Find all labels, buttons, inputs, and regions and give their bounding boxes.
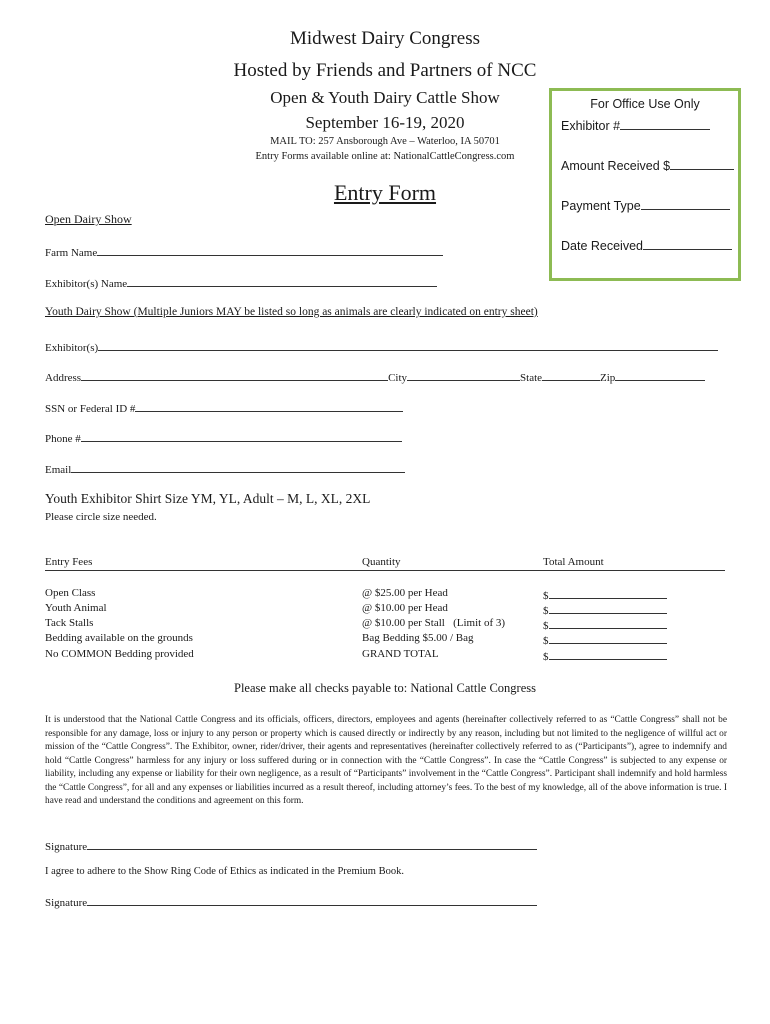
- fee-qty: GRAND TOTAL: [362, 648, 439, 660]
- farm-name-label: Farm Name: [45, 247, 98, 259]
- form-title: Entry Form: [333, 180, 437, 205]
- liability-disclaimer: It is understood that the National Cattle Congress and its officials, officers, directors, employees and agents (hereinafter collectively referred to as “Cattle Congress” shall not be responsible for any damage, loss or injury to any person or property which is caused directly or indirectly by any reason, including but not limited to the negligence of willful act or mission of the “Cattle Congress”. The Exhibitor, owner, rider/driver, their agents and representatives (hereinafter collectively referred to as (“Participants”), agree to indemnify and hold “Cattle Congress” harmless for any injury or loss suffered during or in connection with the “Cattle Congress”. In case the “Cattle Congress” is subjected to any expense or liability, including any expense or liability for their own negligence, as a result of “Participants” involvement in the “Cattle Congress”. Participant shall indemnify and hold harmless the “Cattle Congress”, for all and any expenses or liabilities incurred as a result thereof, including attorney’s fees. To the best of my knowledge, all of the above information is true. I have read and understand the conditions and agreement on this form.: [45, 715, 727, 806]
- office-payment-label: Payment Type: [561, 199, 641, 213]
- fee-qty: Bag Bedding $5.00 / Bag: [362, 632, 474, 644]
- office-date-label: Date Received: [561, 239, 643, 253]
- fees-col-entry: Entry Fees: [45, 556, 93, 568]
- fee-label: Open Class: [45, 587, 96, 599]
- fee-total[interactable]: [543, 617, 667, 632]
- office-exhibitor-label: Exhibitor #: [561, 119, 621, 133]
- ssn-field[interactable]: [45, 400, 403, 415]
- fees-col-total: Total Amount: [543, 556, 604, 568]
- online-forms: Entry Forms available online at: NationalCattleCongress.com: [255, 151, 515, 162]
- zip-input[interactable]: [615, 369, 705, 381]
- office-amount-field[interactable]: [561, 158, 734, 173]
- address-row: [45, 369, 705, 384]
- fee-total-sign: $: [543, 605, 549, 617]
- farm-name-field[interactable]: [45, 244, 443, 259]
- fee-total-sign: $: [543, 651, 549, 663]
- fee-label: Youth Animal: [45, 602, 107, 614]
- fee-total[interactable]: [543, 602, 667, 617]
- youth-exhibitor-label: Exhibitor(s): [45, 342, 99, 354]
- show-dates: September 16-19, 2020: [305, 113, 465, 132]
- city-label: City: [388, 372, 408, 384]
- fee-label: Tack Stalls: [45, 617, 94, 629]
- state-label: State: [520, 372, 543, 384]
- fees-col-quantity: Quantity: [362, 556, 401, 568]
- youth-exhibitor-field[interactable]: [45, 339, 718, 354]
- signature-field-1[interactable]: [45, 838, 537, 853]
- office-title: For Office Use Only: [590, 97, 700, 111]
- event-title: Midwest Dairy Congress: [290, 28, 480, 49]
- fee-total-sign: $: [543, 635, 549, 647]
- signature-label-2: Signature: [45, 897, 88, 909]
- open-exhibitor-field[interactable]: [45, 275, 437, 290]
- fee-total-sign: $: [543, 590, 549, 602]
- office-exhibitor-field[interactable]: [561, 118, 710, 133]
- fee-total[interactable]: [543, 632, 667, 647]
- fee-label: Bedding available on the grounds: [45, 632, 193, 644]
- ethics-agreement: I agree to adhere to the Show Ring Code of Ethics as indicated in the Premium Book.: [45, 866, 404, 877]
- mail-address: MAIL TO: 257 Ansborough Ave – Waterloo, IA 50701: [270, 136, 500, 147]
- youth-show-heading: Youth Dairy Show (Multiple Juniors MAY be listed so long as animals are clearly indicated on entry sheet): [45, 306, 538, 318]
- signature-label-1: Signature: [45, 841, 88, 853]
- address-label: Address: [45, 372, 82, 384]
- state-input[interactable]: [542, 369, 600, 381]
- show-name: Open & Youth Dairy Cattle Show: [270, 88, 500, 107]
- shirt-size-note: Please circle size needed.: [45, 511, 157, 523]
- fee-label: No COMMON Bedding provided: [45, 648, 194, 660]
- zip-label: Zip: [600, 372, 616, 384]
- ssn-label: SSN or Federal ID #: [45, 403, 136, 415]
- fee-qty: @ $25.00 per Head: [362, 587, 448, 599]
- phone-field[interactable]: [45, 430, 402, 445]
- fee-total[interactable]: [543, 587, 667, 602]
- shirt-size-heading: Youth Exhibitor Shirt Size YM, YL, Adult – M, L, XL, 2XL: [45, 491, 371, 506]
- office-date-field[interactable]: [561, 238, 732, 253]
- email-label: Email: [45, 464, 72, 476]
- office-use-box: [549, 88, 741, 281]
- fee-total-sign: $: [543, 620, 549, 632]
- phone-label: Phone #: [45, 433, 81, 445]
- open-show-heading: Open Dairy Show: [45, 212, 132, 226]
- fee-total[interactable]: [543, 648, 667, 663]
- fee-qty: @ $10.00 per Head: [362, 602, 448, 614]
- signature-field-2[interactable]: [45, 894, 537, 909]
- office-amount-label: Amount Received $: [561, 159, 671, 173]
- email-field[interactable]: [45, 461, 405, 476]
- address-input[interactable]: [81, 369, 388, 381]
- city-input[interactable]: [407, 369, 520, 381]
- open-exhibitor-label: Exhibitor(s) Name: [45, 278, 128, 290]
- payable-note: Please make all checks payable to: National Cattle Congress: [234, 681, 536, 695]
- fee-qty: @ $10.00 per Stall (Limit of 3): [362, 617, 506, 629]
- office-payment-field[interactable]: [561, 198, 730, 213]
- fees-header-row: [45, 556, 725, 571]
- event-subtitle: Hosted by Friends and Partners of NCC: [233, 60, 537, 81]
